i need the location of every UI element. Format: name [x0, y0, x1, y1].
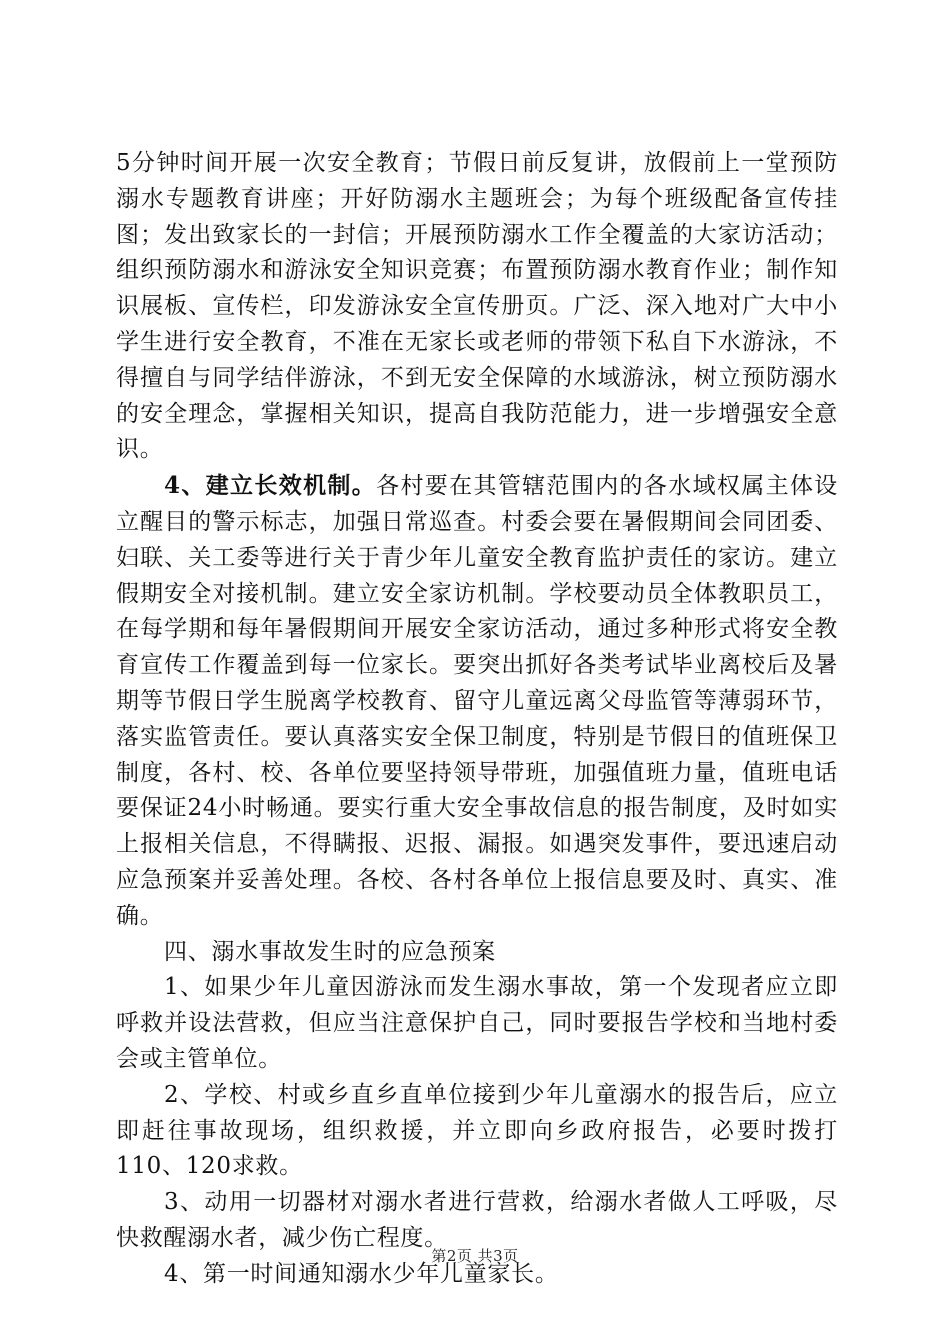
- paragraph-text: 各村要在其管辖范围内的各水域权属主体设立醒目的警示标志，加强日常巡查。村委会要在暑假期间会同团委、妇联、关工委等进行关于青少年儿童安全教育监护责任的家访。建立假期安全对接机制。建立安全家访机制。学校要动员全体教职员工，在每学期和每年暑假期间开展安全家访活动，通过多种形式将安全教育宣传工作覆盖到每一位家长。要突出抓好各类考试毕业离校后及暑期等节假日学生脱离学校教育、留守儿童远离父母监管等薄弱环节，落实监管责任。要认真落实安全保卫制度，特别是节假日的值班保卫制度，各村、校、各单位要坚持领导带班，加强值班力量，值班电话要保证24小时畅通。要实行重大安全事故信息的报告制度，及时如实上报相关信息，不得瞒报、迟报、漏报。如遇突发事件，要迅速启动应急预案并妥善处理。各校、各村各单位上报信息要及时、真实、准确。: [116, 473, 838, 929]
- paragraph-text: 3、动用一切器材对溺水者进行营救，给溺水者做人工呼吸，尽快救醒溺水者，减少伤亡程度。: [116, 1189, 838, 1251]
- paragraph-step-1: [116, 970, 838, 1077]
- paragraph-text: 5分钟时间开展一次安全教育；节假日前反复讲，放假前上一堂预防溺水专题教育讲座；开好防溺水主题班会；为每个班级配备宣传挂图；发出致家长的一封信；开展预防溺水工作全覆盖的大家访活动；组织预防溺水和游泳安全知识竞赛；布置预防溺水教育作业；制作知识展板、宣传栏，印发游泳安全宣传册页。广泛、深入地对广大中小学生进行安全教育，不准在无家长或老师的带领下私自下水游泳，不得擅自与同学结伴游泳，不到无安全保障的水域游泳，树立预防溺水的安全理念，掌握相关知识，提高自我防范能力，进一步增强安全意识。: [116, 150, 838, 463]
- paragraph-step-2: [116, 1078, 838, 1185]
- paragraph-long-term-mechanism: [116, 468, 838, 934]
- paragraph-text: 2、学校、村或乡直乡直单位接到少年儿童溺水的报告后，应立即赶往事故现场，组织救援，并立即向乡政府报告，必要时拨打110、120求救。: [116, 1081, 838, 1180]
- page-number-footer: 第2页 共3页: [431, 1247, 519, 1265]
- document-body: [116, 146, 838, 1293]
- paragraph-text: 4、第一时间通知溺水少年儿童家长。: [164, 1260, 559, 1287]
- paragraph-text: 四、溺水事故发生时的应急预案: [164, 938, 496, 965]
- paragraph-lead: 4、建立长效机制。: [164, 472, 377, 500]
- paragraph-text: 1、如果少年儿童因游泳而发生溺水事故，第一个发现者应立即呼救并设法营救，但应当注意保护自己，同时要报告学校和当地村委会或主管单位。: [116, 974, 838, 1072]
- section-heading-emergency-plan: [116, 935, 838, 971]
- paragraph-safety-education: [116, 146, 838, 468]
